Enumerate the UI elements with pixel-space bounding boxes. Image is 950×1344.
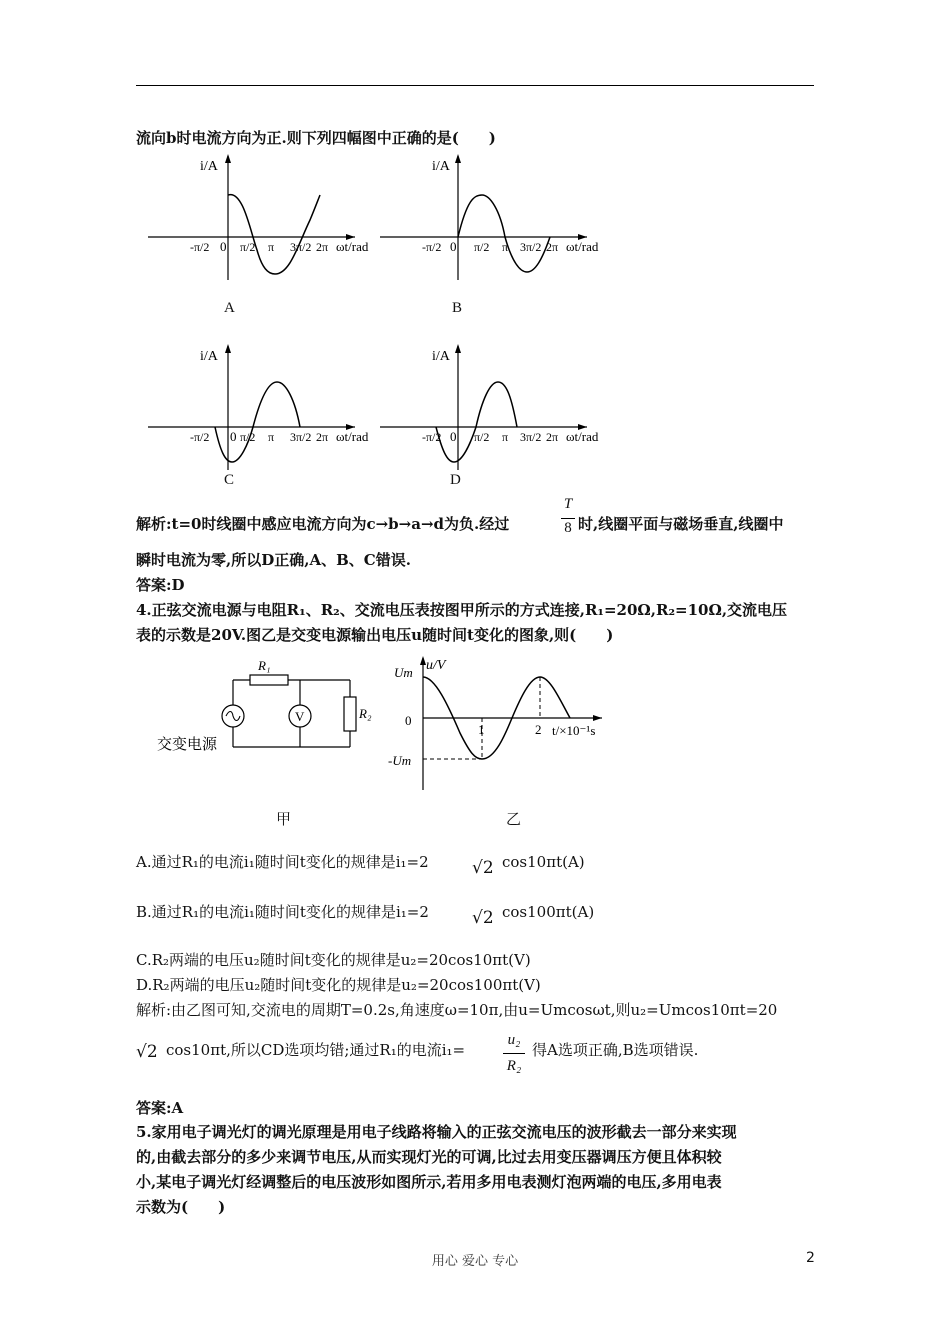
voltage-graph-caption: 乙 xyxy=(506,810,522,828)
neg-half-pi-label: -π/2 xyxy=(422,240,442,254)
y-axis-label: i/A xyxy=(200,159,218,174)
q4-option-a-part-1: A.通过R₁的电流i₁随时间t变化的规律是i₁=2 xyxy=(136,853,429,871)
pi-label: π xyxy=(502,430,509,444)
q4-analysis-line-2a: cos10πt,所以CD选项均错;通过R₁的电流i₁= xyxy=(166,1041,466,1059)
option-label-b: B xyxy=(452,300,463,316)
three-half-pi-label: 3π/2 xyxy=(520,430,542,444)
frac-numerator: u₂ xyxy=(507,1032,521,1048)
graph-d xyxy=(372,340,622,475)
zero-label: 0 xyxy=(230,429,237,444)
x-axis-label: ωt/rad xyxy=(566,429,599,444)
option-label-d: D xyxy=(450,472,461,488)
q3-analysis-line-1b: 时,线圈平面与磁场垂直,线圈中 xyxy=(578,515,784,533)
q4-analysis-line-1: 解析:由乙图可知,交流电的周期T=0.2s,角速度ω=10π,由u=Umcosωt,则u₂=Umcos10πt=20 xyxy=(136,1001,778,1019)
q4-stem-line-1: 4.正弦交流电源与电阻R₁、R₂、交流电压表按图甲所示的方式连接,R₁=20Ω,R₂=10Ω,交流电压 xyxy=(136,601,788,619)
circuit-diagram xyxy=(155,655,380,765)
neg-half-pi-label: -π/2 xyxy=(190,240,210,254)
q4-answer: 答案:A xyxy=(136,1099,184,1117)
sqrt-two: √2 xyxy=(472,908,494,928)
q5-line-2: 的,由截去部分的多少来调节电压,从而实现灯光的可调,比过去用变压器调压方便且体积较 xyxy=(136,1148,722,1166)
zero-label: 0 xyxy=(450,429,457,444)
half-pi-label: π/2 xyxy=(240,430,256,444)
neg-half-pi-label: -π/2 xyxy=(422,430,442,444)
r1-label: R₁ xyxy=(258,658,271,673)
page-footer: 用心 爱心 专心 xyxy=(431,1254,519,1269)
neg-half-pi-label: -π/2 xyxy=(190,430,210,444)
graph-b xyxy=(372,150,622,285)
q5-line-3: 小,某电子调光灯经调整后的电压波形如图所示,若用多用电表测灯泡两端的电压,多用电表 xyxy=(136,1173,722,1191)
y-axis-label: i/A xyxy=(200,349,218,364)
q4-option-b-part-1: B.通过R₁的电流i₁随时间t变化的规律是i₁=2 xyxy=(136,903,429,921)
zero-label: 0 xyxy=(405,713,412,728)
x-axis-label: ωt/rad xyxy=(566,239,599,254)
q3-answer: 答案:D xyxy=(136,576,185,594)
two-pi-label: 2π xyxy=(546,430,559,444)
q4-option-a-part-2: cos10πt(A) xyxy=(502,853,585,871)
voltage-graph xyxy=(380,655,620,795)
t1-label: 1 xyxy=(478,722,485,737)
x-axis-label: ωt/rad xyxy=(336,429,369,444)
q4-option-b-part-2: cos100πt(A) xyxy=(502,903,595,921)
zero-label: 0 xyxy=(450,239,457,254)
voltmeter-label: V xyxy=(295,709,305,724)
q5-line-1: 5.家用电子调光灯的调光原理是用电子线路将输入的正弦交流电压的波形截去一部分来实现 xyxy=(136,1123,737,1141)
pi-label: π xyxy=(268,430,275,444)
circuit-caption: 甲 xyxy=(276,810,292,828)
r2-label: R₂ xyxy=(359,706,372,721)
q4-stem-line-2: 表的示数是20V.图乙是交变电源输出电压u随时间t变化的图象,则( ) xyxy=(136,626,614,644)
q4-analysis-line-2b: 得A选项正确,B选项错误. xyxy=(532,1041,699,1059)
two-pi-label: 2π xyxy=(546,240,559,254)
q5-line-4: 示数为( ) xyxy=(136,1198,226,1216)
frac-denominator: R₂ xyxy=(506,1058,522,1074)
u-axis-label: u/V xyxy=(426,658,446,673)
y-axis-label: i/A xyxy=(432,349,450,364)
header-rule xyxy=(136,85,814,86)
y-axis-label: i/A xyxy=(432,159,450,174)
q4-option-d: D.R₂两端的电压u₂随时间t变化的规律是u₂=20cos100πt(V) xyxy=(136,976,541,994)
half-pi-label: π/2 xyxy=(474,430,490,444)
graph-a xyxy=(140,150,380,285)
t2-label: 2 xyxy=(535,722,542,737)
neg-um-label: -Um xyxy=(388,753,412,768)
frac-denominator: 8 xyxy=(564,520,572,536)
sqrt-two: √2 xyxy=(136,1042,158,1062)
um-label: Um xyxy=(394,665,413,680)
frac-bar xyxy=(503,1053,525,1054)
frac-numerator: T xyxy=(563,496,573,512)
two-pi-label: 2π xyxy=(316,430,329,444)
three-half-pi-label: 3π/2 xyxy=(520,240,542,254)
half-pi-label: π/2 xyxy=(474,240,490,254)
three-half-pi-label: 3π/2 xyxy=(290,240,312,254)
source-label: 交变电源 xyxy=(157,737,218,753)
half-pi-label: π/2 xyxy=(240,240,256,254)
three-half-pi-label: 3π/2 xyxy=(290,430,312,444)
frac-bar xyxy=(561,518,575,519)
q3-analysis-line-1a: 解析:t=0时线圈中感应电流方向为c→b→a→d为负.经过 xyxy=(136,515,510,533)
x-axis-label: ωt/rad xyxy=(336,239,369,254)
pi-label: π xyxy=(268,240,275,254)
pi-label: π xyxy=(502,240,509,254)
graph-c xyxy=(140,340,380,475)
option-label-c: C xyxy=(224,472,235,488)
sqrt-two: √2 xyxy=(472,858,494,878)
q4-option-c: C.R₂两端的电压u₂随时间t变化的规律是u₂=20cos10πt(V) xyxy=(136,951,531,969)
two-pi-label: 2π xyxy=(316,240,329,254)
option-label-a: A xyxy=(224,300,235,316)
zero-label: 0 xyxy=(220,239,227,254)
q3-stem-tail: 流向b时电流方向为正.则下列四幅图中正确的是( ) xyxy=(136,129,496,147)
t-axis-label: t/×10⁻¹s xyxy=(552,723,596,738)
page-number: 2 xyxy=(806,1250,815,1266)
q3-analysis-line-2: 瞬时电流为零,所以D正确,A、B、C错误. xyxy=(136,551,411,569)
